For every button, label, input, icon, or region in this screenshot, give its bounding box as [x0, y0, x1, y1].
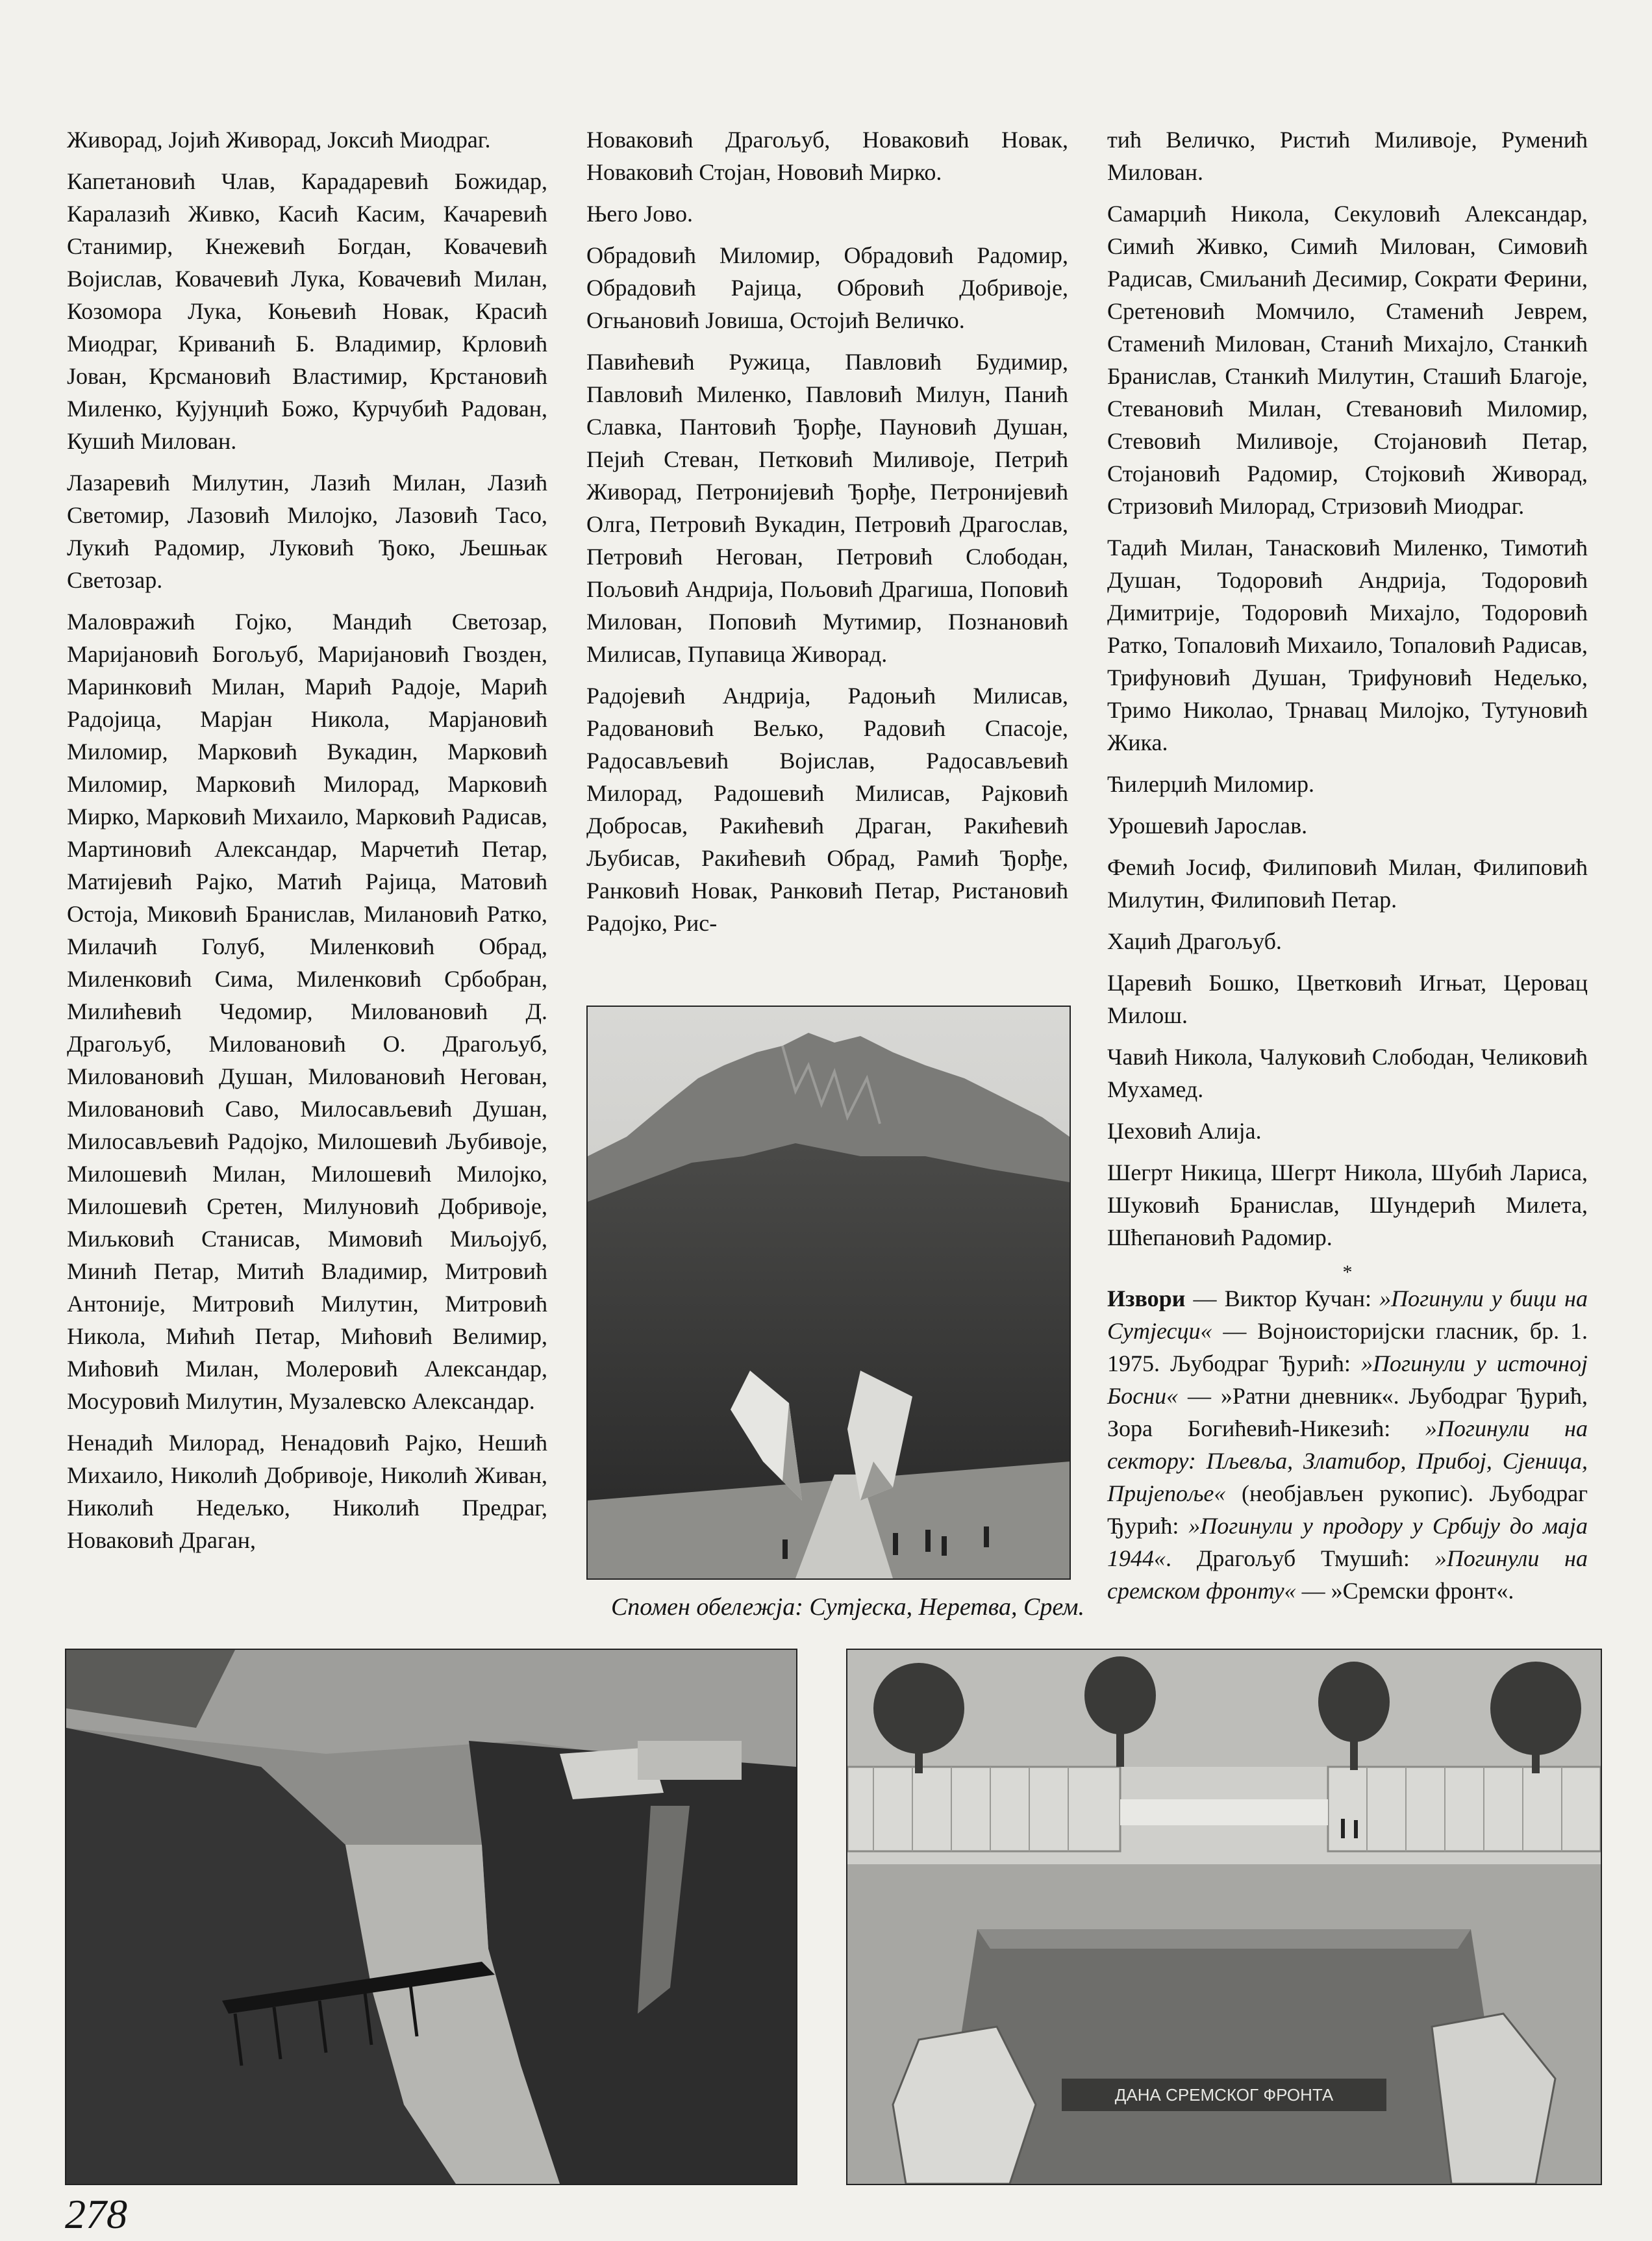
name-list-paragraph: Шегрт Никица, Шегрт Никола, Шубић Лариса, Шуковић Бранислав, Шундерић Милета, Шћепановић Радомир.	[1107, 1159, 1588, 1250]
srem-front-memorial-photo	[846, 1649, 1602, 2185]
name-list-paragraph: Обрадовић Миломир, Обрадовић Радомир, Обрадовић Рајица, Обровић Добривоје, Огњановић Јовиша, Остојић Величко.	[586, 242, 1068, 333]
name-list-paragraph: Радојевић Андрија, Радоњић Милисав, Радовановић Вељко, Радовић Спасоје, Радосављевић Војислав, Радосављевић Милорад, Радошевић Милисав, Рајковић Добросав, Ракићевић Драган, Ракићевић Љубисав, Ракићевић Обрад, Рамић Ђорђе, Ранковић Новак, Ранковић Петар, Ристановић Радојко, Рис-	[586, 683, 1068, 936]
name-list-paragraph: Самарџић Никола, Секуловић Александар, Симић Живко, Симић Милован, Симовић Радисав, Смиљанић Десимир, Сократи Ферини, Сретеновић Момчило, Стаменић Јеврем, Стаменић Милован, Станић Михајло, Станкић Бранислав, Станкић Милутин, Сташић Благоје, Стевановић Милан, Стевановић Миломир, Стевовић Миливоје, Стојановић Петар, Стојановић Радомир, Стојковић Живорад, Стризовић Милорад, Стризовић Миодраг.	[1107, 201, 1588, 519]
name-list-paragraph: Царевић Бошко, Цветковић Игњат, Церовац Милош.	[1107, 970, 1588, 1028]
name-list-paragraph: тић Величко, Ристић Миливоје, Руменић Милован.	[1107, 127, 1588, 185]
page-number: 278	[65, 2191, 127, 2237]
name-list-paragraph: Маловражић Гојко, Мандић Светозар, Маријановић Богољуб, Маријановић Гвозден, Маринковић Милан, Марић Радоје, Марић Радојица, Марјан Никола, Марјановић Миломир, Марковић Вукадин, Марковић Миломир, Марковић Милорад, Марковић Мирко, Марковић Михаило, Марковић Радисав, Мартиновић Александар, Марчетић Петар, Матијевић Рајко, Матић Рајица, Матовић Остоја, Миковић Бранислав, Милановић Ратко, Милачић Голуб, Миленковић Обрад, Миленковић Сима, Миленковић Србобран, Милићевић Чедомир, Миловановић Д. Драгољуб, Миловановић О. Драгољуб, Миловановић Душан, Миловановић Негован, Миловановић Саво, Милосављевић Душан, Милосављевић Радојко, Милошевић Љубивоје, Милошевић Милан, Милошевић Милојко, Милошевић Сретен, Милуновић Добривоје, Миљковић Станисав, Мимовић Миљојуб, Минић Петар, Митић Владимир, Митровић Антоније, Митровић Милутин, Митровић Никола, Мићић Петар, Мићовић Велимир, Мићовић Милан, Молеровић Александар, Мосуровић Милутин, Музалевско Александар.	[67, 609, 547, 1414]
source-title: »Погинули у бици на Сутјесци«	[1107, 1285, 1588, 1344]
sources-text: — »Сремски фронт«.	[1295, 1578, 1514, 1604]
name-list-paragraph: Хаџић Драгољуб.	[1107, 928, 1282, 954]
name-list-paragraph: Новаковић Драгољуб, Новаковић Новак, Новаковић Стојан, Нововић Мирко.	[586, 127, 1068, 185]
text-column-2	[586, 123, 1068, 948]
name-list-paragraph: Ћилерџић Миломир.	[1107, 771, 1315, 797]
monument-inscription: ДАНА СРЕМСКОГ ФРОНТА	[1114, 2085, 1334, 2105]
name-list-paragraph: Чавић Никола, Чалуковић Слободан, Челиковић Мухамед.	[1107, 1044, 1588, 1102]
sources-text: — Виктор Кучан:	[1185, 1285, 1380, 1311]
sources-text: . Драгољуб Тмушић:	[1166, 1545, 1435, 1571]
name-list-paragraph: Ненадић Милорад, Ненадовић Рајко, Нешић Михаило, Николић Добривоје, Николић Живан, Николић Недељко, Николић Предраг, Новаковић Драган,	[67, 1430, 547, 1553]
neretva-bridge-image	[66, 1650, 796, 2184]
neretva-bridge-photo	[65, 1649, 797, 2185]
sutjeska-memorial-photo	[586, 1006, 1071, 1580]
source-title: »Погинули у источној Босни«	[1107, 1350, 1588, 1409]
text-column-3	[1107, 123, 1588, 1616]
name-list-paragraph: Урошевић Јарослав.	[1107, 813, 1308, 839]
source-title: »Погинули на сектору: Пљевља, Златибор, Прибој, Сјеница, Пријепоље«	[1107, 1415, 1588, 1506]
srem-front-memorial-image	[847, 1650, 1601, 2184]
source-title: »Погинули на сремском фронту«	[1107, 1545, 1588, 1604]
sources-text: — »Ратни дневник«. Љубодраг Ђурић, Зора Богићевић-Никезић:	[1107, 1383, 1588, 1441]
sources-text: — Војноисторијски гласник, бр. 1. 1975. Љубодраг Ђурић:	[1107, 1318, 1588, 1376]
name-list-paragraph: Капетановић Члав, Карадаревић Божидар, Каралазић Живко, Касић Касим, Качаревић Станимир, Кнежевић Богдан, Ковачевић Војислав, Ковачевић Лука, Ковачевић Милан, Козомора Лука, Коњевић Новак, Красић Миодраг, Криванић Б. Владимир, Крловић Јован, Крсмановић Властимир, Крстановић Миленко, Кујунџић Божо, Курчубић Радован, Кушић Милован.	[67, 168, 547, 454]
name-list-paragraph: Њего Јово.	[586, 201, 694, 227]
sutjeska-memorial-image	[588, 1007, 1070, 1578]
sources-paragraph	[1107, 1282, 1588, 1607]
photo-caption: Спомен обележја: Сутјеска, Неретва, Срем.	[610, 1593, 1084, 1621]
name-list-paragraph: Лазаревић Милутин, Лазић Милан, Лазић Светомир, Лазовић Милојко, Лазовић Тасо, Лукић Радомир, Луковић Ђоко, Љешњак Светозар.	[67, 470, 547, 593]
text-column-1	[67, 123, 547, 1565]
name-list-paragraph: Павићевић Ружица, Павловић Будимир, Павловић Миленко, Павловић Милун, Панић Славка, Пантовић Ђорђе, Пауновић Душан, Пејић Стеван, Петковић Миливоје, Петрић Живорад, Петронијевић Ђорђе, Петронијевић Олга, Петровић Вукадин, Петровић Драгослав, Петровић Негован, Петровић Слободан, Пољовић Андрија, Пољовић Драгиша, Поповић Милован, Поповић Мутимир, Познановић Милисав, Пупавица Живорад.	[586, 349, 1068, 667]
sources-label: Извори	[1107, 1285, 1186, 1311]
name-list-paragraph: Тадић Милан, Танасковић Миленко, Тимотић Душан, Тодоровић Андрија, Тодоровић Димитрије, Тодоровић Михајло, Тодоровић Ратко, Топаловић Михаило, Топаловић Радисав, Трифуновић Душан, Трифуновић Недељко, Тримо Николао, Трнавац Милојко, Тутуновић Жика.	[1107, 535, 1588, 755]
name-list-paragraph: Живорад, Јојић Живорад, Јоксић Миодраг.	[67, 127, 491, 153]
name-list-paragraph: Џеховић Алија.	[1107, 1118, 1262, 1144]
source-title: »Погинули у продору у Србију до маја 1944«	[1107, 1513, 1588, 1571]
section-separator: *	[1342, 1261, 1353, 1283]
sources-text: (необјављен рукопис). Љубодраг Ђурић:	[1107, 1480, 1588, 1539]
name-list-paragraph: Фемић Јосиф, Филиповић Милан, Филиповић Милутин, Филиповић Петар.	[1107, 854, 1588, 913]
